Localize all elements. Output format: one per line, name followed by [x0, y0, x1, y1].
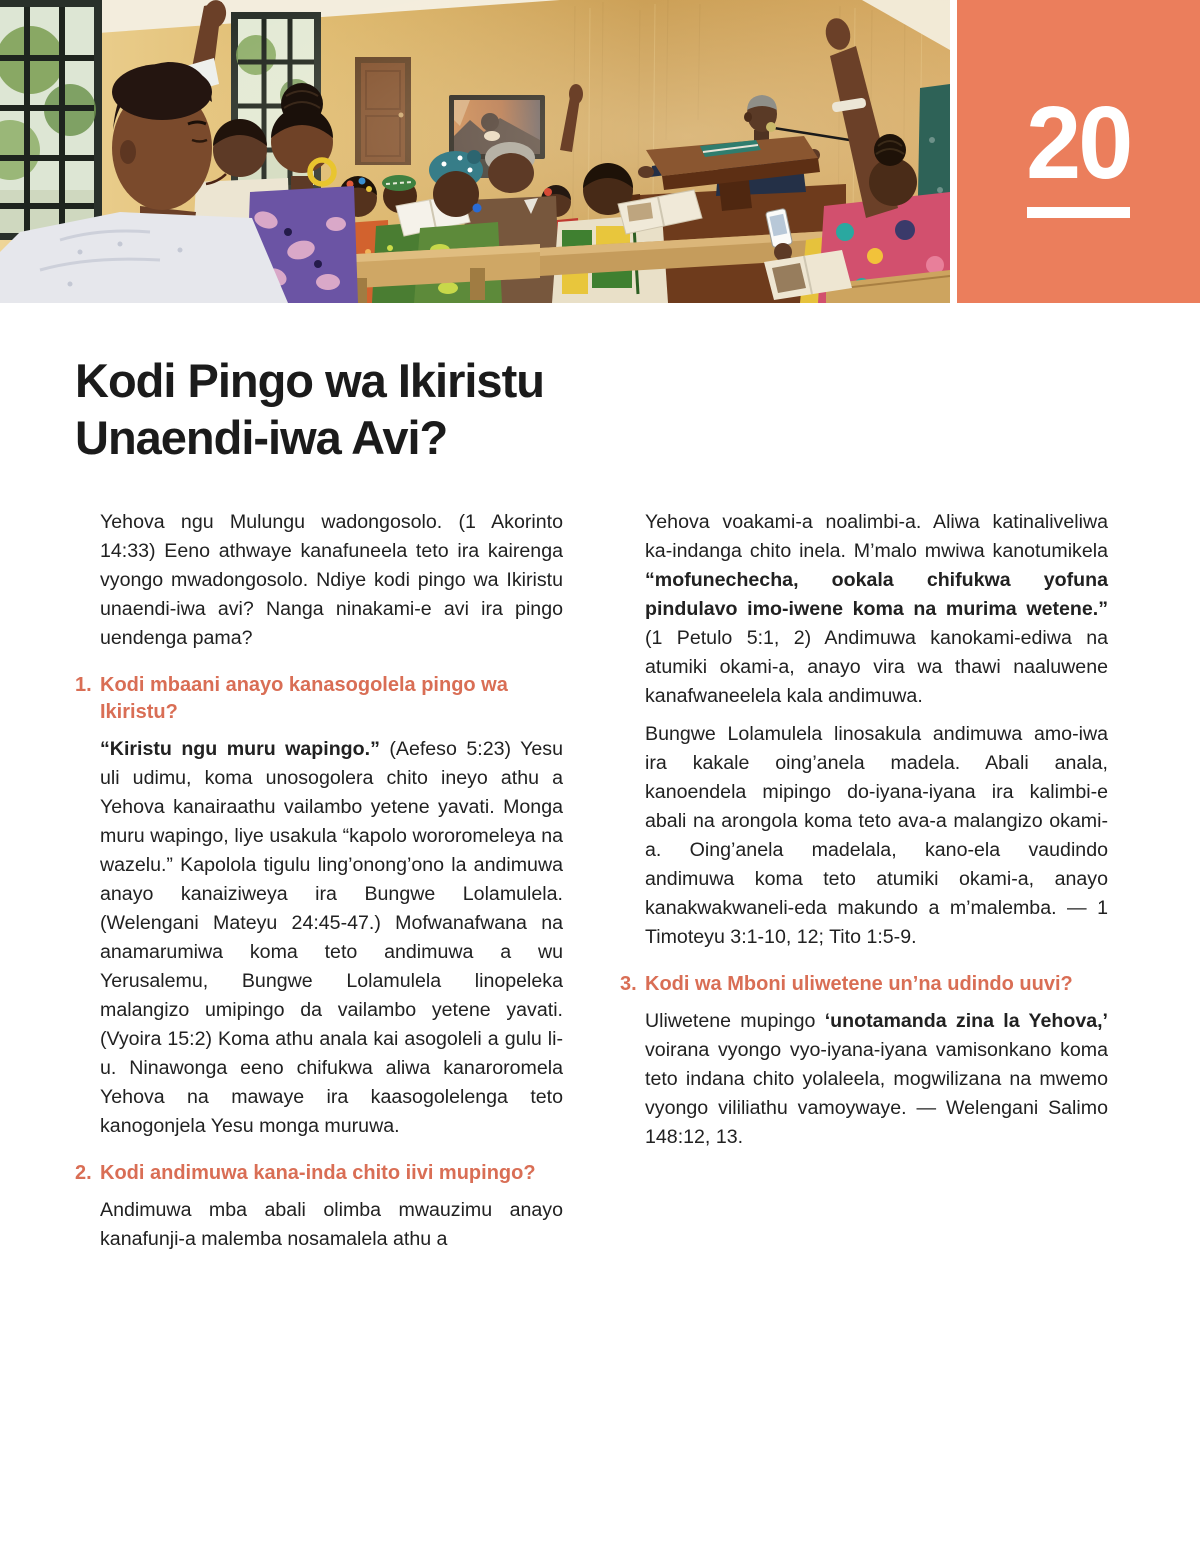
question-number: 3.: [620, 973, 637, 995]
lesson-number-badge: [957, 0, 1200, 303]
congregation-photo: [0, 0, 950, 303]
body-paragraph: Bungwe Lolamulela linosakula andimuwa amo-iwa ira kakale oing’anela madela. Abali anala, kanoendela mipingo do-iyana-iyana ira kalimbi-e abali na arongola koma teto ava-a malangizo okami-a. Oing’anela madelala, kano-ela vaudindo andimuwa koma teto atumiki okami-a, anayo kanakwakwaneli-eda makundo a m’malemba. — 1 Timoteyu 3:1-10, 12; Tito 1:5-9.: [645, 723, 1108, 948]
question-text: Kodi wa Mboni uliwetene un’na udindo uuvi?: [645, 973, 1073, 995]
body-paragraph: “Kiristu ngu muru wapingo.” (Aefeso 5:23) Yesu uli udimu, koma unosogolera chito ineyo athu a Yehova kanairaathu vailambo yetene yavati. Monga muru wapingo, liye usakula “kapolo wororomeleya na wazelu.” Kapolola tigulu ling’onong’ono la andimuwa anayo kanaiziweya ira Bungwe Lolamulela. (Welengani Mateyu 24:45-47.) Mofwanafwana na anamarumiwa koma teto andimuwa a wu Yerusalemu, Bungwe Lolamulela linopeleka malangizo umipingo da vailambo yetene yavati. (Vyoira 15:2) Koma athu anala kai asogoleli a gulu li-u. Ninawonga eeno chifukwa aliwa kanaroromela Yehova na mawaye ira kaasogolelenga teto kanogonjela Yesu monga muruwa.: [100, 738, 563, 1137]
left-column: [75, 508, 563, 1263]
badge-underline: [1027, 207, 1130, 218]
article-content: [75, 352, 1133, 1263]
body-paragraph: Uliwetene mupingo ‘unotamanda zina la Yehova,’ voirana vyongo vyo-iyana-iyana vamisonkano koma teto indana chito yolaleela, mogwilizana na mwemo vyongo vililiathu vamoywaye. — Welengani Salimo 148:12, 13.: [645, 1010, 1109, 1148]
intro-paragraph: Yehova ngu Mulungu wadongosolo. (1 Akorinto 14:33) Eeno athwaye kanafuneela teto ira kairenga vyongo mwadongosolo. Ndiye kodi pingo wa Ikiristu unaendi-iwa avi? Nanga ninakami-e avi ira pingo uendenga pama?: [100, 511, 563, 649]
question-3-heading: [620, 971, 1108, 998]
hero-section: [0, 0, 1200, 303]
question-number: 2.: [75, 1162, 92, 1184]
lesson-number: 20: [1026, 85, 1131, 200]
question-text: Kodi mbaani anayo kanasogolela pingo wa Ikiristu?: [100, 674, 508, 723]
question-1-heading: [75, 672, 563, 726]
body-paragraph: Andimuwa mba abali olimba mwauzimu anayo kanafunji-a malemba nosamalela athu a: [100, 1199, 563, 1250]
question-text: Kodi andimuwa kana-inda chito iivi mupingo?: [100, 1162, 536, 1184]
right-column: [620, 508, 1108, 1263]
question-2-heading: [75, 1160, 563, 1187]
body-paragraph: Yehova voakami-a noalimbi-a. Aliwa katinaliveliwa ka-indanga chito inela. M’malo mwiwa kanotumikela “mofunechecha, ookala chifukwa yofuna pindulavo imo-iwene koma na murima wetene.” (1 Petulo 5:1, 2) Andimuwa kanokami-ediwa na atumiki okami-a, anayo vira wa thawi naaluwene kanafwaneelela kala andimuwa.: [645, 511, 1108, 707]
question-number: 1.: [75, 674, 92, 696]
page-title: Kodi Pingo wa Ikiristu Unaendi-iwa Avi?: [75, 354, 544, 464]
